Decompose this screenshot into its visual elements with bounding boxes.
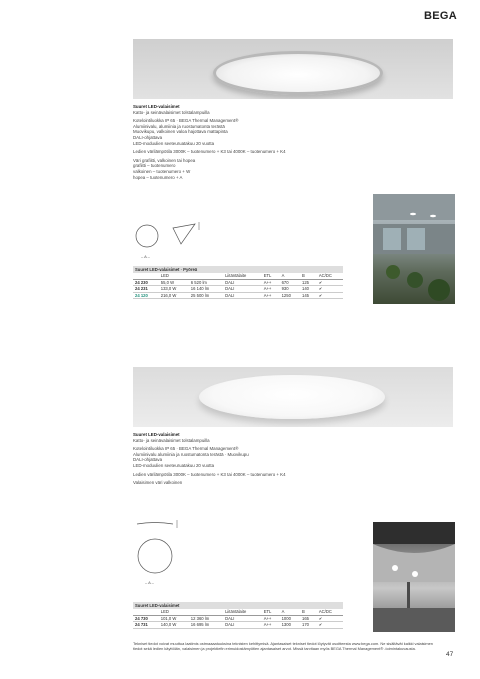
section1-color-option: hopea – tuotenumero + A: [133, 174, 183, 180]
footer-note: Tekniset tiedot voivat muuttua laatimis ostmaaaatuuksina teknisten kehittymisä. Ajantasaiset tekniset tiedot löytyvät osoitteesta www.bega.com. Ne sisältävät kaikki valaisimen tiedot sekä ledien käyttöiän, valaisimen ja projektiefin erimuidostämyötien ajantasaiset arvot. Missä tarvitaan myös BEGA Thermal Management® -toimintakuvausta.: [133, 641, 433, 651]
table2-header: Liitäntälaite: [223, 609, 262, 615]
dimension-drawing-2: [133, 518, 193, 588]
product-number: 24 230: [133, 279, 159, 286]
product-number: 24 730: [133, 615, 159, 622]
building-photo-illustration: [373, 194, 455, 304]
product-number: 24 731: [133, 622, 159, 629]
section2-line: Alumiinivalu alumiinia ja ruostumatonta terästä · Muovikupu: [133, 451, 249, 457]
check-icon: ✔: [317, 615, 343, 622]
section2-line: Kotelointiluokka IP 65 · BEGA Thermal Management®: [133, 446, 239, 452]
section1-line: LED-moduulien seeteuruatakuu 20 vuotta: [133, 140, 215, 146]
cell: 165: [300, 615, 317, 622]
cell: 6 520 lm: [189, 279, 223, 286]
cell: 145: [300, 292, 317, 299]
section2-title: Suuret LED-valaisimet: [133, 432, 180, 437]
section1-colors-intro: Väri grafiitti, valkoinen tai hopea: [133, 157, 196, 163]
cell: DALI: [223, 615, 262, 622]
product-table-2: [133, 602, 343, 629]
section2-color-temp: Ledien värilämpötila 3000K – tuotenumero + K3 tai 4000K – tuotenumero + K4: [133, 471, 286, 477]
section2-description: [133, 432, 358, 486]
cell: 25 500 lm: [189, 292, 223, 299]
cell: 101,0 W: [159, 615, 189, 622]
side-view-outline: [173, 224, 195, 244]
section2-color-note: Valaisimen väri valkoinen: [133, 480, 183, 486]
table2-header: AC/DC: [317, 609, 343, 615]
table1-header: Liitäntälaite: [223, 273, 262, 279]
cell: 670: [280, 279, 300, 286]
cell: 1000: [280, 615, 300, 622]
table2-header: LED: [159, 609, 189, 615]
cell: A++: [262, 292, 280, 299]
application-photo-canopy: [373, 522, 455, 632]
cell: DALI: [223, 286, 262, 293]
table2-header: A: [280, 609, 300, 615]
table-row: [133, 622, 343, 629]
check-icon: ✔: [317, 292, 343, 299]
product-table-1: [133, 266, 343, 299]
svg-text:– A –: – A –: [141, 254, 150, 259]
cell: 1300: [280, 622, 300, 629]
cell: 140: [300, 286, 317, 293]
section1-line: Alumiinivalu, alumiinia ja ruostumatonta terästä: [133, 123, 225, 129]
cell: 12 360 lm: [189, 615, 223, 622]
cell: 216,0 W: [159, 292, 189, 299]
cell: 125: [300, 279, 317, 286]
section1-line: Kotelointiluokka IP 65 · BEGA Thermal Management®: [133, 118, 239, 124]
application-photo-outdoor: [373, 194, 455, 304]
product-hero-image-1: [133, 39, 453, 99]
section1-color-temp: Ledien värilämpötila 3000K – tuotenumero + K3 tai 4000K – tuotenumero + K4: [133, 149, 286, 155]
cell: DALI: [223, 622, 262, 629]
cell: A++: [262, 615, 280, 622]
check-icon: ✔: [317, 286, 343, 293]
cell: 16 695 lm: [189, 622, 223, 629]
section2-line: DALI-ohjattava: [133, 457, 163, 463]
round-ceiling-lamp-image: [213, 51, 383, 95]
check-icon: ✔: [317, 622, 343, 629]
section1-line: Muovikupu, valkoinen valoa hajottava mattapinta: [133, 129, 228, 135]
page-number: 47: [446, 651, 454, 658]
section2-subtitle: Katto- ja seinävalaisimet tolstalampuilla: [133, 437, 210, 443]
cell: 55,0 W: [159, 279, 189, 286]
cell: A++: [262, 622, 280, 629]
cell: 16 140 lm: [189, 286, 223, 293]
check-icon: ✔: [317, 279, 343, 286]
cell: 140,0 W: [159, 622, 189, 629]
section1-color-option: grafiitti – tuotenumero: [133, 163, 176, 169]
section1-line: DALI-ohjattava: [133, 134, 163, 140]
table2-header: B: [300, 609, 317, 615]
cell: DALI: [223, 279, 262, 286]
cell: DALI: [223, 292, 262, 299]
table1-header: B: [300, 273, 317, 279]
canopy-photo-illustration: [373, 522, 455, 632]
table1-caption: Suuret LED-valaisimet · Pyöreä: [133, 266, 343, 273]
table2-header: ETL: [262, 609, 280, 615]
table2-caption: Suuret LED-valaisimet: [133, 602, 343, 609]
side-view-outline: [137, 523, 173, 525]
section2-line: LED-moduulien seeteuruatakuu 20 vuotta: [133, 462, 215, 468]
round-ceiling-lamp-image: [199, 375, 385, 419]
cell: A++: [262, 279, 280, 286]
section1-description: [133, 104, 358, 180]
table-row: [133, 292, 343, 299]
table1-header: AC/DC: [317, 273, 343, 279]
table1-header: LED: [159, 273, 189, 279]
top-view-circle: [138, 539, 172, 573]
cell: 133,0 W: [159, 286, 189, 293]
cell: 930: [280, 286, 300, 293]
table1-header: ETL: [262, 273, 280, 279]
section1-color-option: valkoinen – tuotenumero + W: [133, 168, 191, 174]
cell: A++: [262, 286, 280, 293]
svg-text:– A –: – A –: [145, 580, 154, 585]
table1-header: A: [280, 273, 300, 279]
brand-logo: BEGA: [424, 10, 457, 22]
cell: 170: [300, 622, 317, 629]
product-number: 24 120: [133, 292, 159, 299]
dimension-drawing-1: [133, 218, 213, 264]
section1-title: Suuret LED-valaisimet: [133, 104, 180, 109]
section1-subtitle: Katto- ja seinävalaisimet tolstalampuilla: [133, 109, 210, 115]
product-number: 24 231: [133, 286, 159, 293]
top-view-circle: [136, 225, 158, 247]
cell: 1250: [280, 292, 300, 299]
product-hero-image-2: [133, 367, 453, 427]
